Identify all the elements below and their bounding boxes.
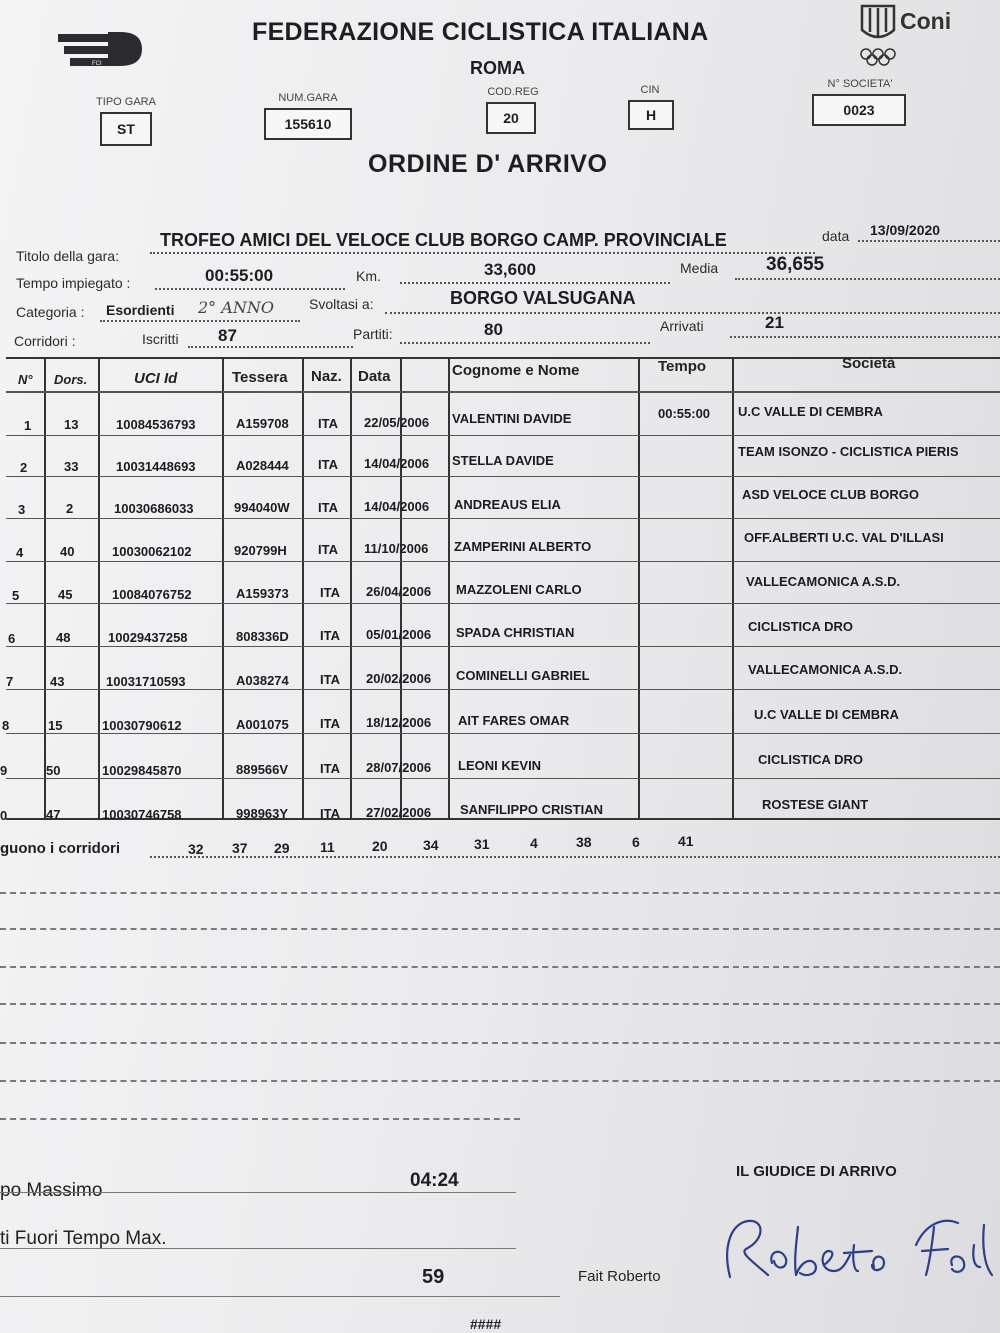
header-tessera: Tessera — [232, 369, 288, 386]
row-divider — [6, 778, 1000, 779]
cell-uci-id: 10030746758 — [102, 807, 182, 822]
following-riders-line — [150, 856, 1000, 858]
cell-rider-name: COMINELLI GABRIEL — [456, 668, 590, 683]
km-label: Km. — [356, 268, 381, 284]
row-divider — [6, 689, 1000, 690]
cell-nationality: ITA — [320, 672, 340, 687]
coni-logo — [858, 4, 968, 70]
row-divider — [6, 476, 1000, 477]
cell-team: CICLISTICA DRO — [748, 619, 853, 634]
cell-rider-name: MAZZOLENI CARLO — [456, 582, 582, 597]
fci-logo-icon — [58, 28, 142, 70]
category-line — [100, 320, 300, 322]
svg-text:FCI: FCI — [92, 61, 102, 67]
blank-line — [0, 928, 1000, 930]
header-position: N° — [18, 372, 33, 387]
cell-team: OFF.ALBERTI U.C. VAL D'ILLASI — [744, 530, 944, 545]
cell-nationality: ITA — [320, 806, 340, 821]
cell-position: 6 — [8, 631, 16, 646]
cell-nationality: ITA — [318, 500, 338, 515]
cell-uci-id: 10031448693 — [116, 459, 196, 474]
row-divider — [6, 603, 1000, 604]
cell-birth-date: 27/02/2006 — [366, 805, 432, 820]
race-date: 13/09/2020 — [870, 222, 941, 238]
cell-tessera: A159708 — [236, 416, 289, 431]
blank-line — [0, 892, 1000, 894]
cell-rider-name: SANFILIPPO CRISTIAN — [460, 802, 604, 817]
blank-line — [0, 1042, 1000, 1044]
cell-team: U.C VALLE DI CEMBRA — [754, 707, 899, 722]
cell-nationality: ITA — [318, 542, 338, 557]
race-title-label: Titolo della gara: — [16, 248, 119, 264]
cell-bib: 2 — [66, 501, 74, 516]
header-team: Società — [842, 355, 896, 372]
cell-uci-id: 10029845870 — [102, 763, 182, 778]
cell-team: U.C VALLE DI CEMBRA — [738, 404, 883, 419]
cell-birth-date: 28/07/2006 — [366, 760, 432, 775]
following-rider-number: 31 — [474, 836, 490, 852]
judge-name: Fait Roberto — [578, 1268, 661, 1285]
cell-birth-date: 05/01/2006 — [366, 627, 432, 642]
federation-title: FEDERAZIONE CICLISTICA ITALIANA — [252, 18, 709, 46]
coni-logo-text: Coni — [900, 8, 952, 34]
hash-marks: #### — [470, 1316, 502, 1332]
col-divider — [732, 357, 734, 820]
location-line — [385, 312, 1000, 314]
date-line — [858, 240, 1000, 242]
cell-tessera: A001075 — [236, 717, 289, 732]
cell-uci-id: 10031710593 — [106, 674, 186, 689]
cell-uci-id: 10084076752 — [112, 587, 192, 602]
date-label: data — [822, 228, 850, 244]
cell-tessera: 920799H — [234, 543, 287, 558]
cell-birth-date: 11/10/2006 — [364, 541, 429, 556]
cell-bib: 50 — [46, 763, 61, 778]
col-divider — [98, 357, 100, 820]
max-time-line — [0, 1192, 516, 1193]
media-label: Media — [680, 260, 719, 276]
cell-tessera: 998963Y — [236, 806, 289, 821]
cell-position: 7 — [6, 674, 14, 689]
cell-tessera: A159373 — [236, 586, 289, 601]
cell-birth-date: 18/12/2006 — [366, 715, 432, 730]
cin-box: H — [628, 100, 674, 130]
num-gara-label: NUM.GARA — [278, 92, 338, 104]
following-rider-number: 29 — [274, 840, 290, 856]
cell-rider-name: ZAMPERINI ALBERTO — [454, 539, 592, 554]
cell-tessera: 808336D — [236, 629, 289, 644]
race-time: 00:55:00 — [205, 266, 274, 285]
cell-bib: 48 — [56, 630, 71, 645]
cell-uci-id: 10084536793 — [116, 417, 196, 432]
cell-bib: 45 — [58, 587, 73, 602]
category-handwritten: 2° ANNO — [198, 298, 274, 317]
cell-team: VALLECAMONICA A.S.D. — [746, 574, 901, 589]
cell-position: 4 — [16, 545, 24, 560]
cell-rider-name: LEONI KEVIN — [458, 758, 542, 773]
following-rider-number: 4 — [530, 835, 538, 851]
header-time: Tempo — [658, 358, 707, 375]
cell-birth-date: 22/05/2006 — [364, 415, 430, 430]
outside-value-line — [0, 1296, 560, 1297]
arrivati-value: 21 — [765, 313, 784, 332]
row-divider — [6, 518, 1000, 519]
cell-tessera: 994040W — [234, 500, 290, 515]
iscritti-label: Iscritti — [142, 331, 179, 347]
header-birth-date: Data — [358, 368, 391, 385]
cell-bib: 15 — [48, 718, 63, 733]
cell-team: VALLECAMONICA A.S.D. — [748, 662, 903, 677]
cell-bib: 13 — [64, 417, 79, 432]
blank-line — [0, 1080, 1000, 1082]
cin-label: CIN — [640, 84, 660, 96]
cell-team: ROSTESE GIANT — [762, 797, 869, 812]
blank-line — [0, 1003, 1000, 1005]
arrivati-label: Arrivati — [660, 318, 704, 334]
societa-label: N° SOCIETA' — [827, 78, 893, 90]
outside-time-value: 59 — [422, 1266, 445, 1288]
following-riders-label: guono i corridori — [0, 840, 120, 857]
cell-uci-id: 10030062102 — [112, 544, 192, 559]
cell-team: ASD VELOCE CLUB BORGO — [742, 487, 919, 502]
cell-bib: 33 — [64, 459, 79, 474]
arrivati-line — [730, 336, 1000, 338]
following-rider-number: 32 — [188, 841, 204, 857]
blank-line — [0, 966, 1000, 968]
race-category: Esordienti — [106, 302, 175, 318]
following-rider-number: 6 — [632, 834, 640, 850]
time-label: Tempo impiegato : — [16, 275, 131, 291]
cell-position: 1 — [24, 418, 32, 433]
race-title-line — [150, 252, 815, 254]
cell-bib: 43 — [50, 674, 65, 689]
cell-rider-name: ANDREAUS ELIA — [454, 497, 561, 512]
cell-tessera: A038274 — [236, 673, 289, 688]
iscritti-line — [188, 346, 353, 348]
race-location: BORGO VALSUGANA — [450, 288, 636, 308]
iscritti-value: 87 — [218, 326, 237, 345]
cell-birth-date: 26/04/2006 — [366, 584, 432, 599]
cell-nationality: ITA — [320, 716, 340, 731]
location-label: Svoltasi a: — [309, 296, 374, 312]
header-divider — [6, 391, 1000, 393]
row-divider — [6, 646, 1000, 647]
header-nationality: Naz. — [311, 368, 342, 385]
cell-rider-name: SPADA CHRISTIAN — [456, 625, 575, 640]
cell-birth-date: 14/04/2006 — [364, 456, 430, 471]
media-line — [735, 278, 1000, 280]
cell-position: 2 — [20, 460, 28, 475]
cell-team: CICLISTICA DRO — [758, 752, 863, 767]
cell-nationality: ITA — [318, 416, 338, 431]
cell-nationality: ITA — [320, 585, 340, 600]
judge-title: IL GIUDICE DI ARRIVO — [736, 1163, 897, 1180]
cell-birth-date: 20/02/2006 — [366, 671, 432, 686]
partiti-value: 80 — [484, 320, 503, 339]
cell-uci-id: 10030790612 — [102, 718, 182, 733]
cell-tessera: 889566V — [236, 762, 289, 777]
col-divider — [350, 357, 352, 820]
cell-bib: 40 — [60, 544, 75, 559]
race-title: TROFEO AMICI DEL VELOCE CLUB BORGO CAMP. PROVINCIALE — [160, 230, 727, 250]
cell-rider-name: VALENTINI DAVIDE — [452, 411, 572, 426]
race-media: 36,655 — [766, 254, 825, 275]
cell-tessera: A028444 — [236, 458, 289, 473]
cell-position: 3 — [18, 502, 26, 517]
coni-emblem-icon — [858, 4, 898, 70]
following-rider-number: 41 — [678, 833, 694, 849]
race-km: 33,600 — [484, 260, 536, 279]
societa-box: 0023 — [812, 94, 906, 126]
col-divider — [302, 357, 304, 820]
following-rider-number: 37 — [232, 840, 248, 856]
blank-line — [0, 1118, 520, 1120]
num-gara-box: 155610 — [264, 108, 352, 140]
following-rider-number: 11 — [320, 839, 335, 855]
partiti-label: Partiti: — [353, 326, 393, 342]
category-label: Categoria : — [16, 304, 85, 320]
cell-rider-name: AIT FARES OMAR — [458, 713, 570, 728]
max-time-label: po Massimo — [0, 1180, 103, 1201]
col-divider — [638, 357, 640, 820]
riders-label: Corridori : — [14, 333, 76, 349]
header-uci-id: UCI Id — [134, 370, 178, 387]
cell-position: 8 — [2, 718, 10, 733]
cell-position: 9 — [0, 763, 8, 778]
time-line — [155, 288, 345, 290]
km-line — [400, 282, 670, 284]
row-divider — [6, 435, 1000, 436]
cell-nationality: ITA — [320, 628, 340, 643]
tipo-gara-box: ST — [100, 112, 152, 146]
following-rider-number: 38 — [576, 834, 592, 850]
outside-time-label: ti Fuori Tempo Max. — [0, 1228, 167, 1249]
judge-signature — [712, 1205, 1000, 1295]
outside-time-line — [0, 1248, 516, 1249]
cell-team: TEAM ISONZO - CICLISTICA PIERIS — [738, 444, 959, 459]
header-name: Cognome e Nome — [452, 362, 580, 379]
col-divider — [448, 357, 450, 820]
header-bib: Dors. — [54, 372, 88, 387]
cell-birth-date: 14/04/2006 — [364, 499, 430, 514]
cell-position: 0 — [0, 808, 8, 823]
cell-nationality: ITA — [318, 457, 338, 472]
cell-uci-id: 10029437258 — [108, 630, 188, 645]
following-rider-number: 20 — [372, 838, 388, 854]
cell-uci-id: 10030686033 — [114, 501, 194, 516]
cell-position: 5 — [12, 588, 20, 603]
following-rider-number: 34 — [423, 837, 439, 853]
col-divider — [44, 357, 46, 820]
document-title: ORDINE D' ARRIVO — [368, 150, 608, 178]
tipo-gara-label: TIPO GARA — [96, 96, 156, 108]
col-divider — [222, 357, 224, 820]
cell-bib: 47 — [46, 807, 61, 822]
row-divider — [6, 561, 1000, 562]
cod-reg-label: COD.REG — [487, 86, 539, 98]
cell-nationality: ITA — [320, 761, 340, 776]
row-divider — [6, 733, 1000, 734]
partiti-line — [400, 342, 650, 344]
cod-reg-box: 20 — [486, 102, 536, 134]
cell-time: 00:55:00 — [658, 406, 711, 421]
city-subtitle: ROMA — [470, 58, 525, 78]
max-time-value: 04:24 — [410, 1170, 459, 1191]
cell-rider-name: STELLA DAVIDE — [452, 453, 554, 468]
